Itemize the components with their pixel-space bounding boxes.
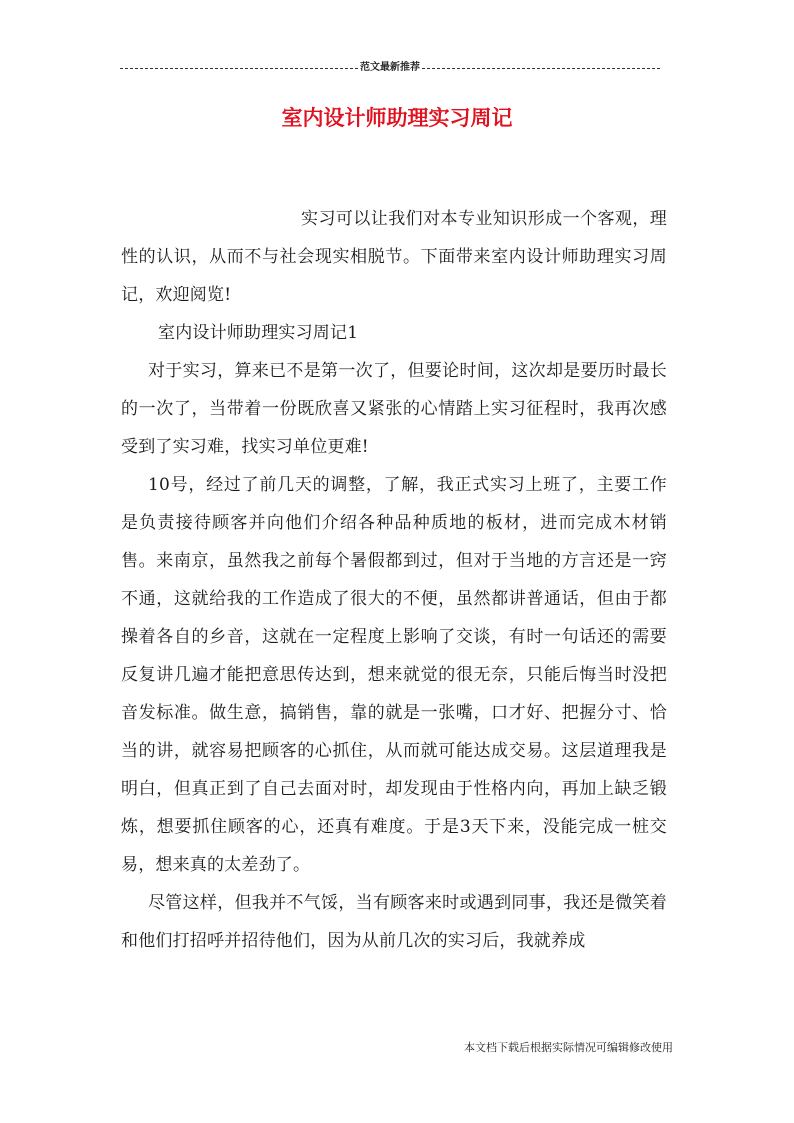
- section-heading: 室内设计师助理实习周记1: [158, 323, 359, 343]
- document-body: [121, 200, 667, 960]
- page-header: [120, 60, 660, 76]
- page-footer-note: 本文档下载后根据实际情况可编辑修改使用: [464, 1041, 673, 1054]
- header-dashed-rule-left: [120, 68, 358, 69]
- document-title: 室内设计师助理实习周记: [281, 106, 513, 130]
- header-dashed-rule-right: [422, 68, 660, 69]
- body-paragraph: 尽管这样，但我并不气馁，当有顾客来时或遇到同事，我还是微笑着和他们打招呼并招待他们，因为从前几次的实习后，我就养成: [121, 893, 667, 951]
- body-paragraph: 对于实习，算来已不是第一次了，但要论时间，这次却是要历时最长的一次了，当带着一份既欣喜又紧张的心情踏上实习征程时，我再次感受到了实习难，找实习单位更难!: [121, 361, 667, 457]
- intro-paragraph: 实习可以让我们对本专业知识形成一个客观，理性的认识，从而不与社会现实相脱节。下面带来室内设计师助理实习周记，欢迎阅览!: [121, 209, 667, 305]
- header-recommend-label: 范文最新推荐: [360, 62, 420, 73]
- body-paragraph: 10号，经过了前几天的调整，了解，我正式实习上班了，主要工作是负责接待顾客并向他们介绍各种品种质地的板材，进而完成木材销售。来南京，虽然我之前每个暑假都到过，但对于当地的方言还是一窍不通，这就给我的工作造成了很大的不便，虽然都讲普通话，但由于都操着各自的乡音，这就在一定程度上影响了交谈，有时一句话还的需要反复讲几遍才能把意思传达到，想来就觉的很无奈，只能后悔当时没把音发标准。做生意，搞销售，靠的就是一张嘴，口才好、把握分寸、恰当的讲，就容易把顾客的心抓住，从而就可能达成交易。这层道理我是明白，但真正到了自己去面对时，却发现由于性格内向，再加上缺乏锻炼，想要抓住顾客的心，还真有难度。于是3天下来，没能完成一桩交易，想来真的太差劲了。: [121, 475, 667, 875]
